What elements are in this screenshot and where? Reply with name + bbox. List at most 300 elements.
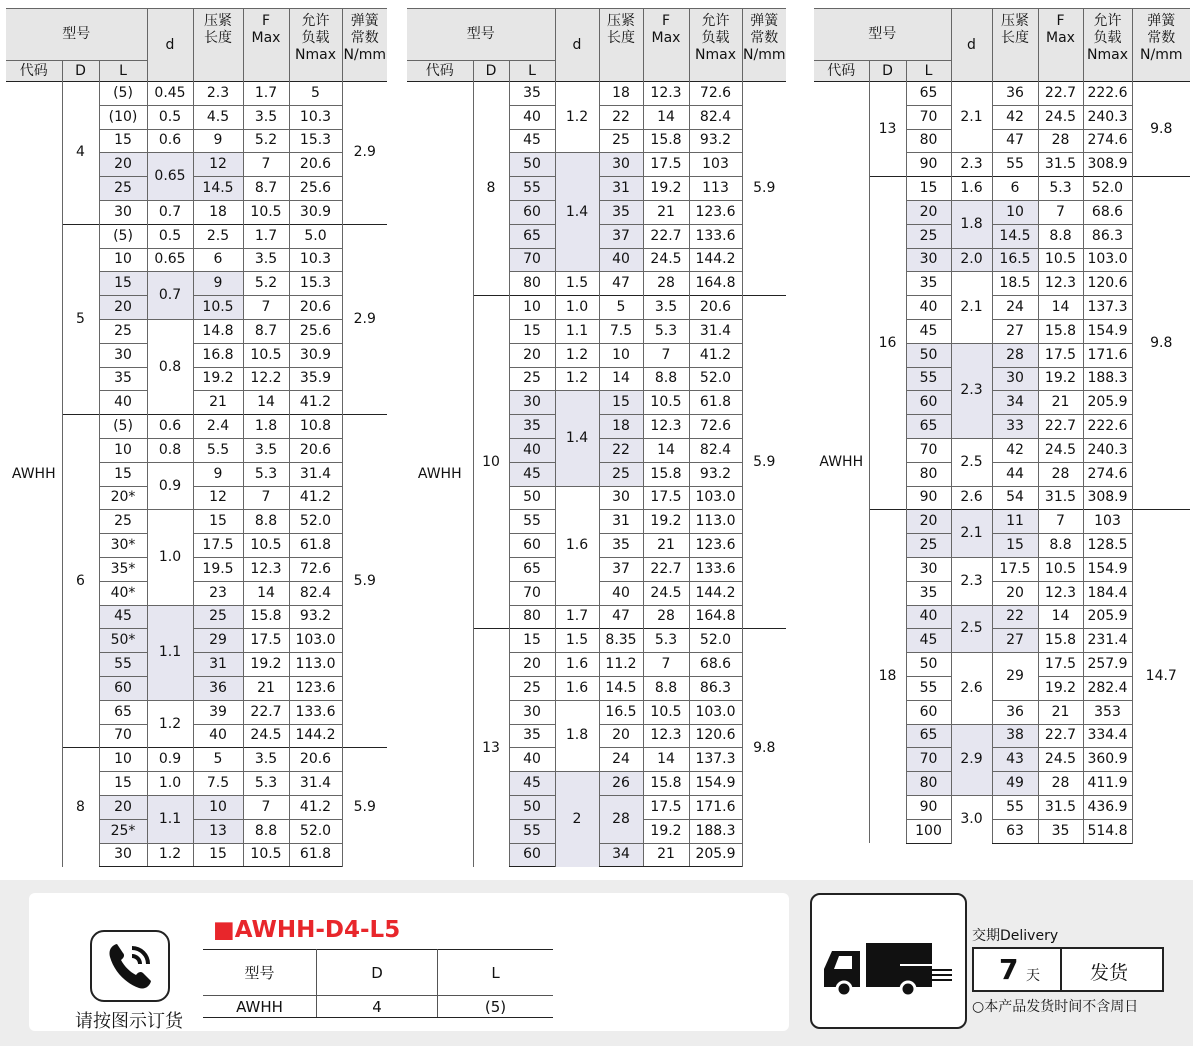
delivery-action: 发货 (1090, 962, 1129, 984)
length-cell: 40 (99, 391, 147, 415)
length-cell: 70 (99, 724, 147, 748)
compress-length-cell: 39 (193, 700, 243, 724)
compress-length-cell: 12 (193, 486, 243, 510)
force-max-cell: 5.2 (243, 272, 289, 296)
delivery-note (972, 996, 1138, 1016)
header-f-max (643, 9, 689, 82)
length-cell: 65 (906, 724, 951, 748)
wire-diameter-cell: 1.5 (555, 629, 599, 653)
wire-diameter-cell: 1.6 (555, 653, 599, 677)
force-max-cell: 10.5 (243, 534, 289, 558)
allowed-load-cell: 82.4 (689, 438, 742, 462)
compress-length-cell: 35 (599, 200, 643, 224)
outer-diameter: 10 (473, 296, 509, 629)
allowed-load-cell: 25.6 (289, 319, 342, 343)
header-compress-line1: 压紧 (1001, 13, 1029, 29)
force-max-cell: 10.5 (243, 843, 289, 867)
header-load-load3: Nmax (295, 47, 336, 63)
header-load-load1: 允许 (301, 13, 330, 29)
header-L: L (99, 61, 147, 82)
order-example-card (29, 893, 789, 1031)
wire-diameter-cell: 0.9 (147, 748, 193, 772)
length-cell: 60 (509, 843, 555, 867)
outer-diameter: 4 (62, 82, 99, 225)
force-max-cell: 8.8 (243, 510, 289, 534)
force-max-cell: 28 (643, 605, 689, 629)
force-max-cell: 3.5 (643, 296, 689, 320)
wire-diameter-cell: 1.8 (951, 200, 992, 248)
allowed-load-cell: 30.9 (289, 200, 342, 224)
force-max-cell: 3.5 (243, 438, 289, 462)
allowed-load-cell: 15.3 (289, 272, 342, 296)
wire-diameter-cell: 0.65 (147, 153, 193, 201)
spring-constant: 9.8 (742, 629, 786, 867)
allowed-load-cell: 164.8 (689, 605, 742, 629)
spring-constant: 14.7 (1132, 510, 1190, 843)
wire-diameter-cell: 1.5 (555, 272, 599, 296)
table-row (6, 748, 387, 772)
table-row (6, 415, 387, 439)
allowed-load-cell: 20.6 (689, 296, 742, 320)
allowed-load-cell: 30.9 (289, 343, 342, 367)
compress-length-cell: 63 (992, 819, 1038, 843)
compress-length-cell: 11.2 (599, 653, 643, 677)
allowed-load-cell: 93.2 (689, 462, 742, 486)
allowed-load-cell: 93.2 (289, 605, 342, 629)
header-spring-spring3: N/mm (1140, 47, 1183, 63)
allowed-load-cell: 41.2 (289, 391, 342, 415)
header-model: 型号 (407, 9, 555, 61)
allowed-load-cell: 68.6 (689, 653, 742, 677)
length-cell: 30 (509, 391, 555, 415)
compress-length-cell: 44 (992, 462, 1038, 486)
force-max-cell: 22.7 (243, 700, 289, 724)
compress-length-cell: 13 (193, 819, 243, 843)
compress-length-cell: 2.4 (193, 415, 243, 439)
allowed-load-cell: 133.6 (289, 700, 342, 724)
header-compress-length (193, 9, 243, 82)
length-cell: 80 (906, 462, 951, 486)
order-value-l: (5) (438, 996, 554, 1018)
force-max-cell: 10.5 (643, 700, 689, 724)
force-max-cell: 28 (1038, 129, 1083, 153)
header-compress-line2: 长度 (607, 30, 635, 46)
wire-diameter-cell: 1.1 (147, 795, 193, 843)
length-cell: 10 (99, 438, 147, 462)
compress-length-cell: 14.5 (193, 177, 243, 201)
compress-length-cell: 10 (992, 200, 1038, 224)
allowed-load-cell: 10.3 (289, 105, 342, 129)
force-max-cell: 17.5 (243, 629, 289, 653)
wire-diameter-cell: 0.8 (147, 438, 193, 462)
force-max-cell: 24.5 (643, 248, 689, 272)
spring-constant: 5.9 (742, 82, 786, 296)
compress-length-cell: 28 (599, 795, 643, 843)
compress-length-cell: 49 (992, 772, 1038, 796)
allowed-load-cell: 240.3 (1083, 105, 1132, 129)
allowed-load-cell: 10.8 (289, 415, 342, 439)
allowed-load-cell: 128.5 (1083, 534, 1132, 558)
compress-length-cell: 29 (193, 629, 243, 653)
length-cell: 20* (99, 486, 147, 510)
compress-length-cell: 40 (599, 248, 643, 272)
length-cell: 90 (906, 153, 951, 177)
length-cell: 15 (99, 462, 147, 486)
header-spring-constant (1132, 9, 1190, 82)
length-cell: 90 (906, 795, 951, 819)
compress-length-cell: 9 (193, 129, 243, 153)
length-cell: 10 (509, 296, 555, 320)
wire-diameter-cell: 1.0 (555, 296, 599, 320)
allowed-load-cell: 10.3 (289, 248, 342, 272)
order-caption: 请按图示订货 (75, 1011, 183, 1032)
allowed-load-cell: 360.9 (1083, 748, 1132, 772)
order-header-d: D (317, 950, 438, 996)
length-cell: 70 (509, 248, 555, 272)
wire-diameter-cell: 1.6 (555, 676, 599, 700)
compress-length-cell: 19.2 (193, 367, 243, 391)
allowed-load-cell: 41.2 (689, 343, 742, 367)
wire-diameter-cell: 0.8 (147, 319, 193, 414)
outer-diameter: 13 (473, 629, 509, 867)
spring-constant: 2.9 (342, 224, 387, 414)
length-cell: 15 (99, 772, 147, 796)
force-max-cell: 7 (643, 653, 689, 677)
length-cell: 20 (509, 343, 555, 367)
length-cell: 50 (509, 795, 555, 819)
length-cell: 70 (906, 748, 951, 772)
compress-length-cell: 20 (992, 581, 1038, 605)
length-cell: 100 (906, 819, 951, 843)
length-cell: (5) (99, 415, 147, 439)
force-max-cell: 24.5 (1038, 105, 1083, 129)
delivery-unit: 天 (1026, 968, 1040, 984)
header-spring-spring3: N/mm (743, 47, 786, 63)
force-max-cell: 24.5 (1038, 748, 1083, 772)
compress-length-cell: 18 (599, 82, 643, 106)
wire-diameter-cell: 1.2 (555, 367, 599, 391)
length-cell: 55 (99, 653, 147, 677)
compress-length-cell: 26 (599, 772, 643, 796)
compress-length-cell: 10.5 (193, 296, 243, 320)
header-compress-length (992, 9, 1038, 82)
length-cell: 25 (99, 510, 147, 534)
wire-diameter-cell: 2.1 (951, 272, 992, 343)
wire-diameter-cell: 1.6 (951, 177, 992, 201)
header-d: d (951, 9, 992, 82)
length-cell: 25 (99, 177, 147, 201)
compress-length-cell: 36 (992, 82, 1038, 106)
force-max-cell: 7 (1038, 510, 1083, 534)
compress-length-cell: 21 (193, 391, 243, 415)
compress-length-cell: 7.5 (599, 319, 643, 343)
wire-diameter-cell: 1.6 (555, 486, 599, 605)
model-code: AWHH (814, 82, 869, 844)
header-compress-line1: 压紧 (607, 13, 635, 29)
table-row (814, 82, 1190, 106)
allowed-load-cell: 257.9 (1083, 653, 1132, 677)
allowed-load-cell: 52.0 (289, 819, 342, 843)
compress-length-cell: 42 (992, 105, 1038, 129)
length-cell: 15 (99, 272, 147, 296)
force-max-cell: 10.5 (1038, 248, 1083, 272)
wire-diameter-cell: 1.4 (555, 153, 599, 272)
allowed-load-cell: 282.4 (1083, 676, 1132, 700)
allowed-load-cell: 86.3 (1083, 224, 1132, 248)
allowed-load-cell: 133.6 (689, 224, 742, 248)
length-cell: 60 (99, 676, 147, 700)
compress-length-cell: 20 (599, 724, 643, 748)
wire-diameter-cell: 2.3 (951, 557, 992, 605)
force-max-cell: 19.2 (643, 819, 689, 843)
allowed-load-cell: 41.2 (289, 795, 342, 819)
compress-length-cell: 7.5 (193, 772, 243, 796)
compress-length-cell: 6 (992, 177, 1038, 201)
force-max-cell: 10.5 (243, 200, 289, 224)
allowed-load-cell: 52.0 (289, 510, 342, 534)
allowed-load-cell: 123.6 (689, 534, 742, 558)
length-cell: 55 (509, 819, 555, 843)
header-load-load2: 负载 (1093, 30, 1122, 46)
compress-length-cell: 43 (992, 748, 1038, 772)
allowed-load-cell: 274.6 (1083, 462, 1132, 486)
length-cell: 50* (99, 629, 147, 653)
compress-length-cell: 37 (599, 557, 643, 581)
length-cell: 70 (906, 105, 951, 129)
force-max-cell: 12.3 (643, 82, 689, 106)
outer-diameter: 8 (473, 82, 509, 296)
compress-length-cell: 10 (193, 795, 243, 819)
length-cell: (5) (99, 82, 147, 106)
force-max-cell: 15.8 (1038, 319, 1083, 343)
header-spring-constant (742, 9, 786, 82)
header-d: d (147, 9, 193, 82)
allowed-load-cell: 308.9 (1083, 153, 1132, 177)
header-f-line2: Max (1046, 30, 1075, 46)
delivery-label: 交期Delivery (972, 928, 1059, 944)
order-example-table (203, 949, 553, 1018)
force-max-cell: 21 (643, 843, 689, 867)
allowed-load-cell: 20.6 (289, 438, 342, 462)
compress-length-cell: 16.5 (992, 248, 1038, 272)
allowed-load-cell: 31.4 (289, 462, 342, 486)
force-max-cell: 24.5 (1038, 438, 1083, 462)
header-L: L (509, 61, 555, 82)
compress-length-cell: 15 (193, 510, 243, 534)
model-code: AWHH (6, 82, 62, 867)
length-cell: 20 (906, 200, 951, 224)
force-max-cell: 3.5 (243, 748, 289, 772)
allowed-load-cell: 353 (1083, 700, 1132, 724)
compress-length-cell: 37 (599, 224, 643, 248)
circle-icon: ○ (972, 999, 985, 1015)
header-compress-line2: 长度 (1001, 30, 1029, 46)
allowed-load-cell: 52.0 (689, 629, 742, 653)
order-header-l: L (438, 950, 554, 996)
wire-diameter-cell: 1.2 (147, 700, 193, 748)
force-max-cell: 5.2 (243, 129, 289, 153)
spec-table-2 (407, 8, 786, 867)
allowed-load-cell: 334.4 (1083, 724, 1132, 748)
header-f-line2: Max (651, 30, 681, 46)
compress-length-cell: 12 (193, 153, 243, 177)
compress-length-cell: 55 (992, 795, 1038, 819)
length-cell: 40 (509, 748, 555, 772)
length-cell: 80 (906, 772, 951, 796)
compress-length-cell: 14.5 (992, 224, 1038, 248)
force-max-cell: 17.5 (643, 153, 689, 177)
length-cell: 50 (906, 653, 951, 677)
delivery-box (972, 947, 1164, 992)
length-cell: 35 (509, 724, 555, 748)
compress-length-cell: 30 (599, 486, 643, 510)
length-cell: 55 (509, 177, 555, 201)
force-max-cell: 3.5 (243, 248, 289, 272)
length-cell: 10 (99, 748, 147, 772)
length-cell: 30 (906, 557, 951, 581)
length-cell: 55 (906, 367, 951, 391)
allowed-load-cell: 5 (289, 82, 342, 106)
compress-length-cell: 5 (193, 748, 243, 772)
wire-diameter-cell: 2.1 (951, 82, 992, 153)
length-cell: (10) (99, 105, 147, 129)
force-max-cell: 15.8 (643, 129, 689, 153)
allowed-load-cell: 113.0 (289, 653, 342, 677)
table-row (407, 82, 786, 106)
allowed-load-cell: 188.3 (1083, 367, 1132, 391)
allowed-load-cell: 123.6 (689, 200, 742, 224)
force-max-cell: 7 (243, 795, 289, 819)
compress-length-cell: 4.5 (193, 105, 243, 129)
force-max-cell: 15.8 (643, 462, 689, 486)
header-load-load2: 负载 (301, 30, 330, 46)
length-cell: 25 (906, 224, 951, 248)
compress-length-cell: 5 (599, 296, 643, 320)
allowed-load-cell: 103.0 (689, 486, 742, 510)
allowed-load-cell: 25.6 (289, 177, 342, 201)
spring-constant: 9.8 (1132, 82, 1190, 177)
table-row (814, 510, 1190, 534)
length-cell: 35 (99, 367, 147, 391)
allowed-load-cell: 154.9 (689, 772, 742, 796)
allowed-load-cell: 514.8 (1083, 819, 1132, 843)
compress-length-cell: 34 (599, 843, 643, 867)
force-max-cell: 19.2 (643, 177, 689, 201)
header-spring-spring3: N/mm (343, 47, 386, 63)
allowed-load-cell: 171.6 (1083, 343, 1132, 367)
spring-constant: 5.9 (342, 748, 387, 867)
compress-length-cell: 19.5 (193, 557, 243, 581)
compress-length-cell: 15 (193, 843, 243, 867)
length-cell: 35* (99, 557, 147, 581)
wire-diameter-cell: 0.6 (147, 129, 193, 153)
length-cell: 30 (99, 200, 147, 224)
header-f-line1: F (1056, 13, 1065, 29)
length-cell: 45 (509, 129, 555, 153)
wire-diameter-cell: 2.6 (951, 653, 992, 724)
header-spring-spring2: 常数 (350, 30, 379, 46)
outer-diameter: 16 (869, 177, 906, 510)
header-spring-spring1: 弹簧 (750, 13, 779, 29)
allowed-load-cell: 308.9 (1083, 486, 1132, 510)
allowed-load-cell: 144.2 (689, 581, 742, 605)
model-code: AWHH (407, 82, 473, 867)
force-max-cell: 19.2 (243, 653, 289, 677)
compress-length-cell: 36 (193, 676, 243, 700)
allowed-load-cell: 35.9 (289, 367, 342, 391)
allowed-load-cell: 137.3 (1083, 296, 1132, 320)
length-cell: 35 (509, 82, 555, 106)
force-max-cell: 3.5 (243, 105, 289, 129)
length-cell: 40* (99, 581, 147, 605)
compress-length-cell: 22 (599, 438, 643, 462)
force-max-cell: 7 (643, 343, 689, 367)
compress-length-cell: 47 (992, 129, 1038, 153)
header-f-line1: F (261, 13, 271, 29)
wire-diameter-cell: 1.8 (555, 700, 599, 771)
force-max-cell: 14 (1038, 296, 1083, 320)
compress-length-cell: 18 (599, 415, 643, 439)
length-cell: 60 (906, 391, 951, 415)
force-max-cell: 21 (643, 200, 689, 224)
header-spring-spring1: 弹簧 (1147, 13, 1176, 29)
force-max-cell: 22.7 (1038, 82, 1083, 106)
header-d: d (555, 9, 599, 82)
compress-length-cell: 9 (193, 272, 243, 296)
force-max-cell: 19.2 (1038, 367, 1083, 391)
force-max-cell: 31.5 (1038, 153, 1083, 177)
allowed-load-cell: 274.6 (1083, 129, 1132, 153)
allowed-load-cell: 103 (689, 153, 742, 177)
allowed-load-cell: 31.4 (689, 319, 742, 343)
allowed-load-cell: 222.6 (1083, 415, 1132, 439)
force-max-cell: 15.8 (643, 772, 689, 796)
header-compress-length (599, 9, 643, 82)
compress-length-cell: 25 (193, 605, 243, 629)
spring-constant: 9.8 (1132, 177, 1190, 510)
compress-length-cell: 22 (992, 605, 1038, 629)
length-cell: 35 (509, 415, 555, 439)
force-max-cell: 14 (643, 438, 689, 462)
wire-diameter-cell: 0.5 (147, 105, 193, 129)
length-cell: 80 (906, 129, 951, 153)
length-cell: 50 (509, 153, 555, 177)
delivery-days: 7 (999, 953, 1019, 986)
force-max-cell: 1.7 (243, 82, 289, 106)
compress-length-cell: 27 (992, 319, 1038, 343)
compress-length-cell: 30 (992, 367, 1038, 391)
length-cell: 25 (906, 534, 951, 558)
compress-length-cell: 35 (599, 534, 643, 558)
compress-length-cell: 2.3 (193, 82, 243, 106)
compress-length-cell: 14 (599, 367, 643, 391)
table-row (6, 224, 387, 248)
delivery-note-text: 本产品发货时间不含周日 (984, 999, 1139, 1015)
force-max-cell: 12.2 (243, 367, 289, 391)
allowed-load-cell: 68.6 (1083, 200, 1132, 224)
force-max-cell: 31.5 (1038, 486, 1083, 510)
header-allowed-load (689, 9, 742, 82)
wire-diameter-cell: 1.0 (147, 772, 193, 796)
force-max-cell: 14 (1038, 605, 1083, 629)
compress-length-cell: 11 (992, 510, 1038, 534)
force-max-cell: 17.5 (1038, 653, 1083, 677)
force-max-cell: 12.3 (643, 415, 689, 439)
allowed-load-cell: 144.2 (289, 724, 342, 748)
length-cell: 70 (509, 581, 555, 605)
header-compress-line2: 长度 (204, 30, 232, 46)
force-max-cell: 8.8 (1038, 224, 1083, 248)
